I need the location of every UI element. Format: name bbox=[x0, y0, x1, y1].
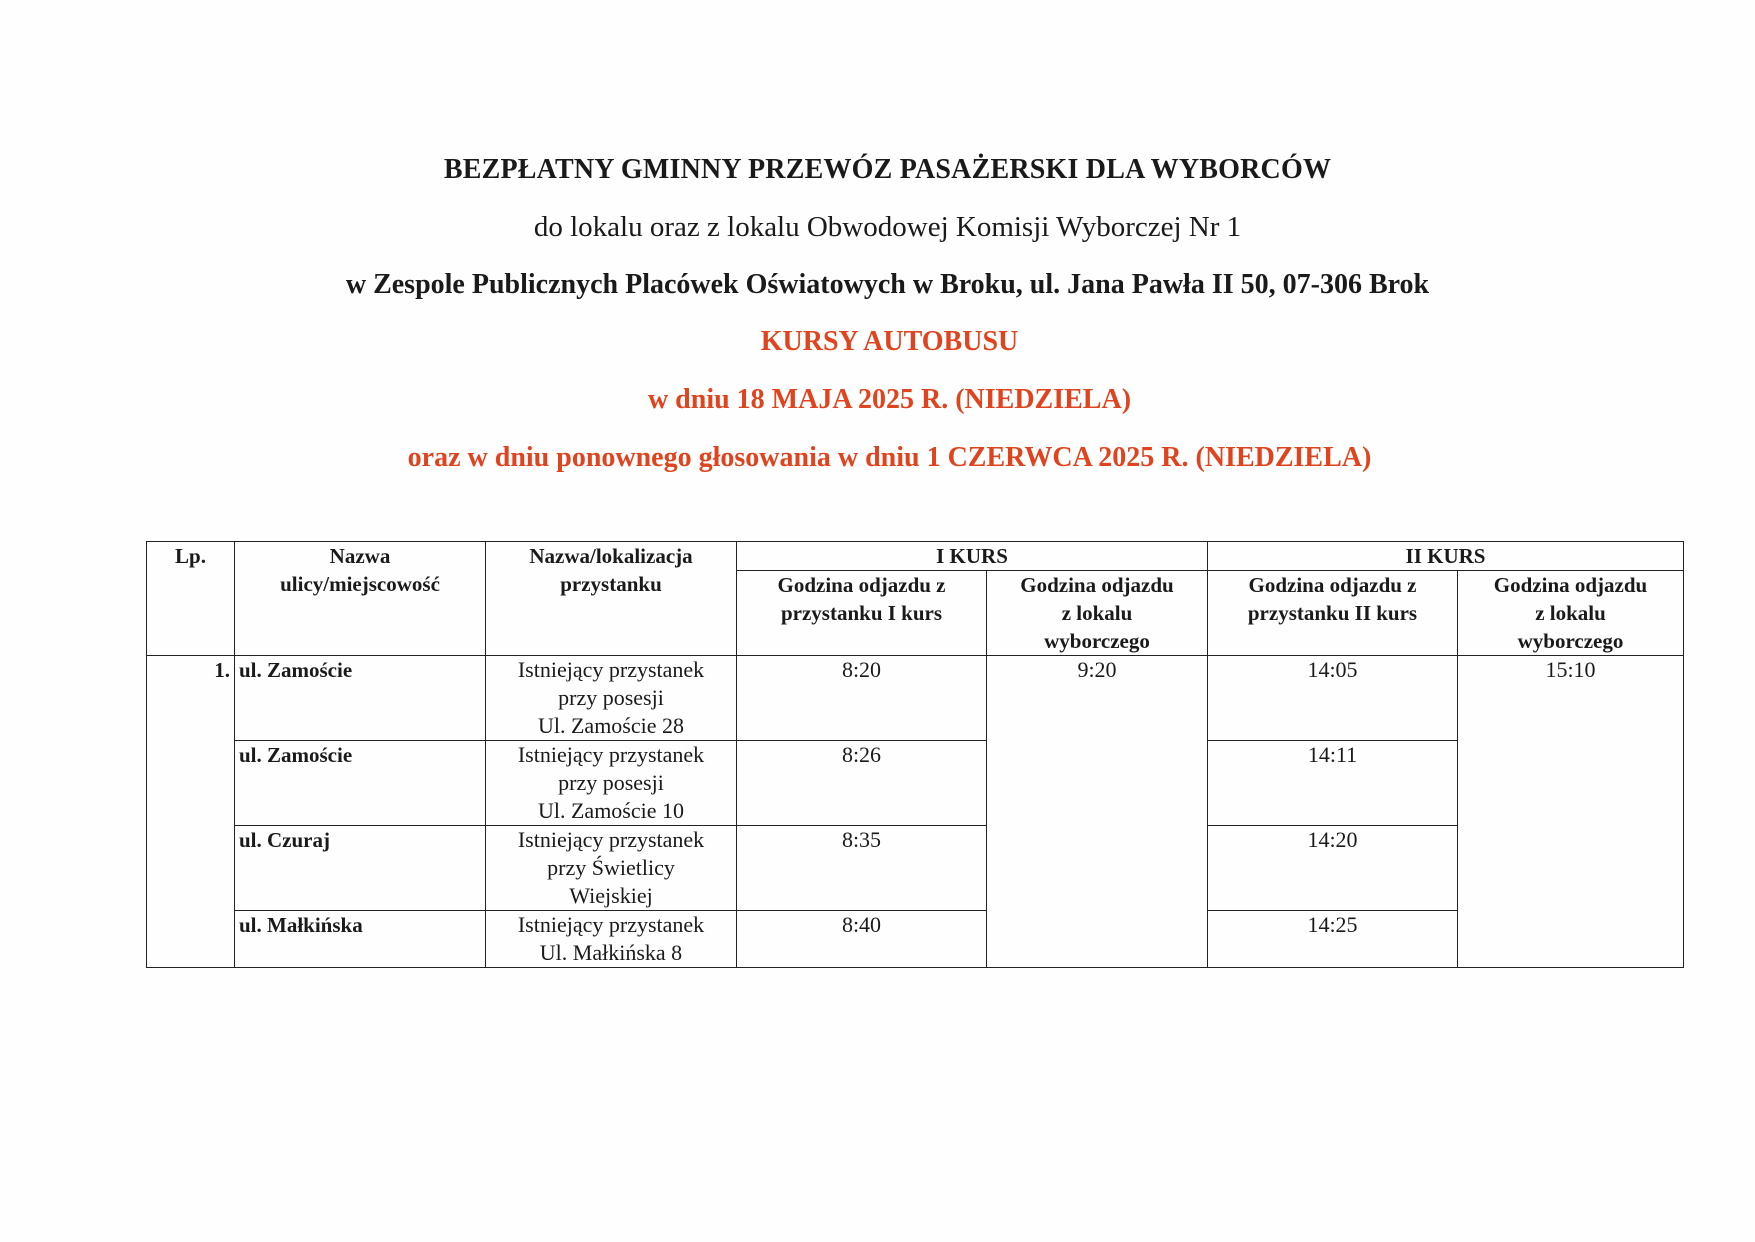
street-name: ul. Zamoście bbox=[235, 656, 486, 741]
k2-departure-time: 14:05 bbox=[1208, 656, 1458, 741]
table-row bbox=[147, 826, 1684, 911]
k2-departure-time: 14:11 bbox=[1208, 741, 1458, 826]
second-date-heading: oraz w dniu ponownego głosowania w dniu 1 CZERWCA 2025 R. (NIEDZIELA) bbox=[407, 442, 1372, 473]
k1-departure-time: 8:26 bbox=[737, 741, 987, 826]
stop-location: Istniejący przystanek Ul. Małkińska 8 bbox=[486, 911, 737, 968]
header-k1-departure: Godzina odjazdu z przystanku I kurs bbox=[737, 571, 987, 656]
k1-departure-time: 8:35 bbox=[737, 826, 987, 911]
street-name: ul. Zamoście bbox=[235, 741, 486, 826]
street-name: ul. Małkińska bbox=[235, 911, 486, 968]
first-date-heading: w dniu 18 MAJA 2025 R. (NIEDZIELA) bbox=[647, 384, 1132, 415]
stop-location: Istniejący przystanek przy posesji Ul. Zamoście 10 bbox=[486, 741, 737, 826]
k2-departure-time: 14:20 bbox=[1208, 826, 1458, 911]
header-k1-return: Godzina odjazdu z lokalu wyborczego bbox=[987, 571, 1208, 656]
stop-location: Istniejący przystanek przy Świetlicy Wiejskiej bbox=[486, 826, 737, 911]
header-kurs-1: I KURS bbox=[737, 542, 1208, 571]
header-street: Nazwa ulicy/miejscowość bbox=[235, 542, 486, 656]
table-row bbox=[147, 741, 1684, 826]
k1-departure-time: 8:40 bbox=[737, 911, 987, 968]
stop-location: Istniejący przystanek przy posesji Ul. Zamoście 28 bbox=[486, 656, 737, 741]
k2-return-time: 15:10 bbox=[1458, 656, 1684, 968]
header-k2-departure: Godzina odjazdu z przystanku II kurs bbox=[1208, 571, 1458, 656]
table-header-row bbox=[147, 542, 1684, 571]
bus-schedule-table bbox=[146, 541, 1684, 968]
k2-departure-time: 14:25 bbox=[1208, 911, 1458, 968]
bus-runs-heading: KURSY AUTOBUSU bbox=[760, 326, 1019, 357]
polling-station-address: w Zespole Publicznych Placówek Oświatowych w Broku, ul. Jana Pawła II 50, 07-306 Brok bbox=[345, 269, 1430, 300]
header-k2-return: Godzina odjazdu z lokalu wyborczego bbox=[1458, 571, 1684, 656]
table-row bbox=[147, 656, 1684, 741]
header-kurs-2: II KURS bbox=[1208, 542, 1684, 571]
table-row bbox=[147, 911, 1684, 968]
header-lp: Lp. bbox=[147, 542, 235, 656]
document-title: BEZPŁATNY GMINNY PRZEWÓZ PASAŻERSKI DLA WYBORCÓW bbox=[443, 154, 1332, 185]
row-number: 1. bbox=[147, 656, 235, 968]
header-stop: Nazwa/lokalizacja przystanku bbox=[486, 542, 737, 656]
k1-departure-time: 8:20 bbox=[737, 656, 987, 741]
street-name: ul. Czuraj bbox=[235, 826, 486, 911]
document-subtitle: do lokalu oraz z lokalu Obwodowej Komisji Wyborczej Nr 1 bbox=[533, 211, 1242, 243]
k1-return-time: 9:20 bbox=[987, 656, 1208, 968]
